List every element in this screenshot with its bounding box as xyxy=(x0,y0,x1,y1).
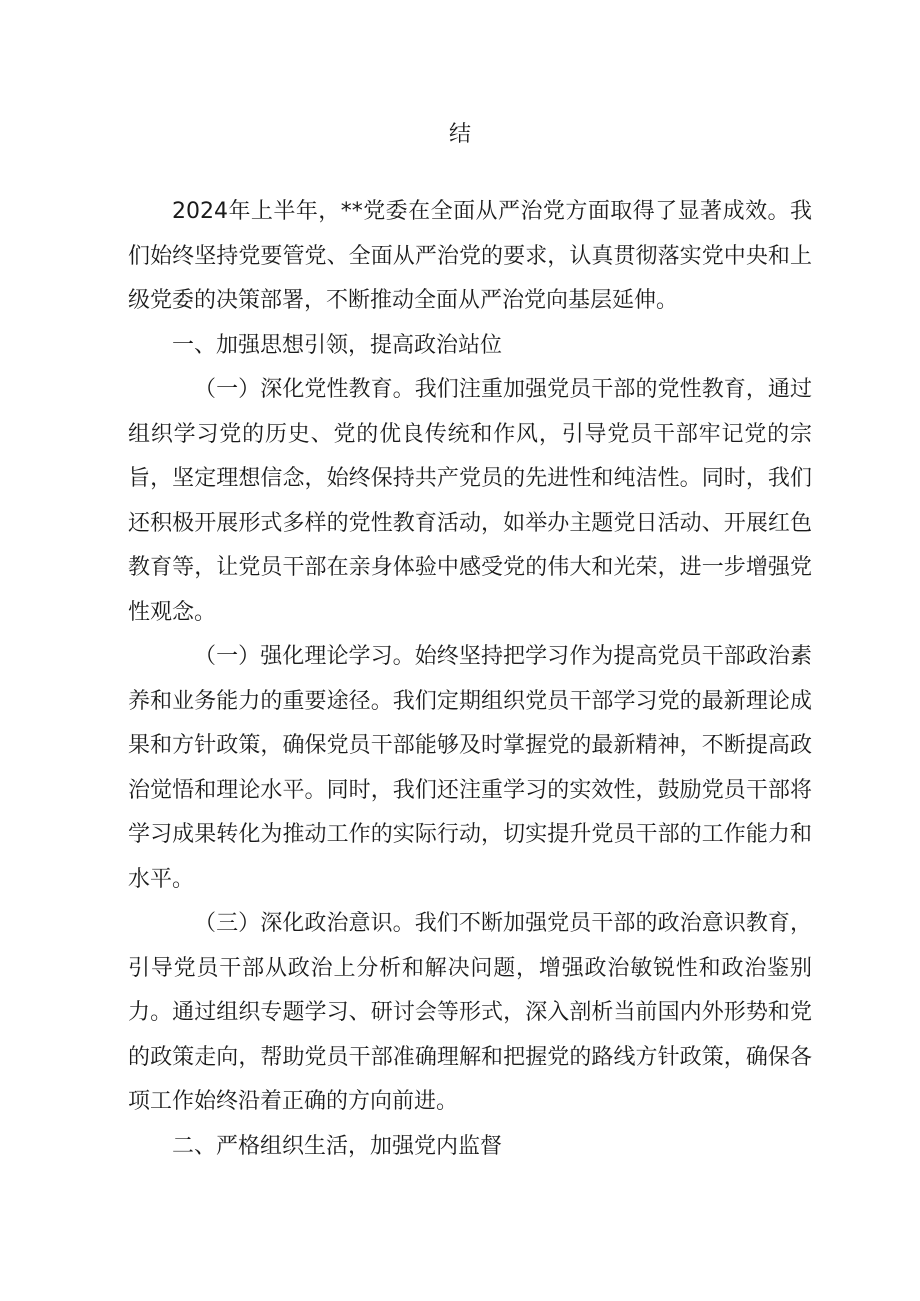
document-title: 结 xyxy=(448,122,471,147)
intro-paragraph: 2024年上半年，**党委在全面从严治党方面取得了显著成效。我们始终坚持党要管党、全面从严治党的要求，认真贯彻落实党中央和上级党委的决策部署，不断推动全面从严治党向基层延伸。 xyxy=(128,199,812,313)
document-body xyxy=(128,190,812,1169)
subsection-paragraph-1: （一）深化党性教育。我们注重加强党员干部的党性教育，通过组织学习党的历史、党的优良传统和作风，引导党员干部牢记党的宗旨，坚定理想信念，始终保持共产党员的先进性和纯洁性。同时，我们还积极开展形式多样的党性教育活动，如举办主题党日活动、开展红色教育等，让党员干部在亲身体验中感受党的伟大和光荣，进一步增强党性观念。 xyxy=(128,377,812,625)
section-heading-2: 二、严格组织生活，加强党内监督 xyxy=(172,1133,503,1159)
subsection-paragraph-3: （三）深化政治意识。我们不断加强党员干部的政治意识教育，引导党员干部从政治上分析和解决问题，增强政治敏锐性和政治鉴别力。通过组织专题学习、研讨会等形式，深入剖析当前国内外形势和党的政策走向，帮助党员干部准确理解和把握党的路线方针政策，确保各项工作始终沿着正确的方向前进。 xyxy=(128,911,812,1114)
section-heading-1: 一、加强思想引领，提高政治站位 xyxy=(172,332,503,358)
subsection-paragraph-2: （一）强化理论学习。始终坚持把学习作为提高党员干部政治素养和业务能力的重要途径。我们定期组织党员干部学习党的最新理论成果和方针政策，确保党员干部能够及时掌握党的最新精神，不断提高政治觉悟和理论水平。同时，我们还注重学习的实效性，鼓励党员干部将学习成果转化为推动工作的实际行动，切实提升党员干部的工作能力和水平。 xyxy=(128,644,812,892)
